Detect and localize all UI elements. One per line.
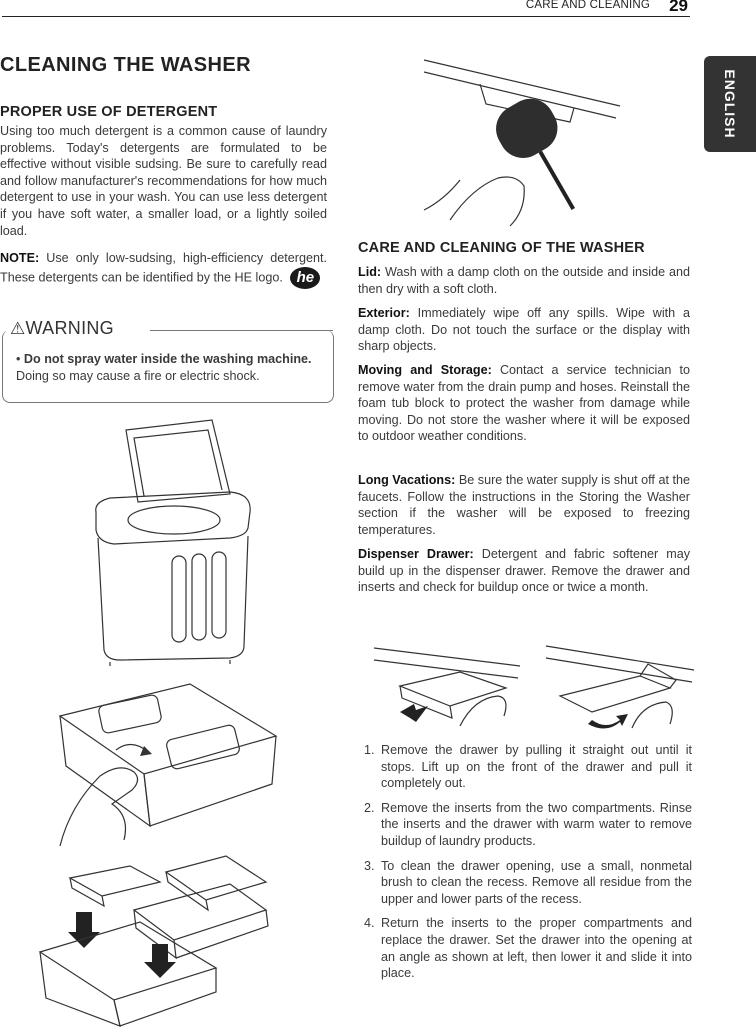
washer-illustration [80,412,270,668]
warning-title-text: WARNING [25,318,114,338]
step-item: 3. To clean the drawer opening, use a small, nonmetal brush to clean the recess. Remove all residue from the upper and lower parts of the recess. [364,858,692,906]
header-rule [2,16,690,17]
language-tab-label: ENGLISH [722,69,738,139]
he-logo-icon: he [290,267,320,289]
care-item-dispenser: Dispenser Drawer: Detergent and fabric softener may build up in the dispenser drawer. Remove the drawer and inserts and check for buildup once or twice a month. [358,547,690,595]
drawer-pullout-illustrations [370,636,700,736]
note-label: NOTE: [0,251,40,265]
care-item-vacations: Long Vacations: Be sure the water supply is shut off at the faucets. Follow the instructions in the Storing the Washer section if the washer will be exposed to freezing temperatures. [358,473,691,537]
dispenser-steps-list [364,742,692,990]
step-item: 1. Remove the drawer by pulling it straight out until it stops. Lift up on the front of the drawer and pull it completely out. [364,743,692,791]
note-body: Use only low-sudsing, high-efficiency detergent. These detergents can be identified by the HE logo. [0,251,328,284]
drawer-removal-illustration [40,676,290,852]
step-item: 4. Return the inserts to the proper compartments and replace the drawer. Set the drawer into the opening at an angle as shown at left, then lower it and slide it into place. [364,916,692,981]
warning-bold: Do not spray water inside the washing machine. [23,352,312,366]
page-title: CLEANING THE WASHER [0,54,251,76]
proper-use-heading: PROPER USE OF DETERGENT [0,104,218,120]
warning-title [6,318,118,339]
care-item-exterior: Exterior: Immediately wipe off any spills. Wipe with a damp cloth. Do not touch the surface or the display with sharp objects. [358,306,690,354]
page-header [0,0,756,20]
warning-body: Doing so may cause a fire or electric shock. [16,368,260,383]
drawer-inserts-illustration [30,848,280,1028]
warning-rule [150,330,333,331]
language-tab [704,56,756,152]
care-heading: CARE AND CLEANING OF THE WASHER [358,240,645,256]
page-number: 29 [669,0,688,15]
brush-cleaning-illustration [420,50,630,232]
warning-triangle-icon: ⚠ [10,319,26,338]
care-item-moving: Moving and Storage: Contact a service technician to remove water from the drain pump and hoses. Reinstall the foam tub block to protect the washer from damage while moving. Do not store the washer where it will be exposed to outdoor weather conditions. [358,363,690,444]
proper-use-note [0,250,327,289]
section-name: CARE AND CLEANING [525,0,650,11]
proper-use-body: Using too much detergent is a common cause of laundry problems. Today's detergents are formulated to be effective without visible sudsing. Be sure to carefully read and follow manufacturer's recommendations for how much detergent to use in your wash. You can use less detergent if you have soft water, a smaller load, or a lightly soiled load. [0,124,327,238]
step-item: 2. Remove the inserts from the two compartments. Rinse the inserts and the drawer with warm water to remove buildup of laundry products. [364,800,692,848]
warning-text: • Do not spray water inside the washing machine. Doing so may cause a fire or electric shock. [16,352,312,383]
care-item-lid: Lid: Wash with a damp cloth on the outside and inside and then dry with a soft cloth. [358,265,690,296]
